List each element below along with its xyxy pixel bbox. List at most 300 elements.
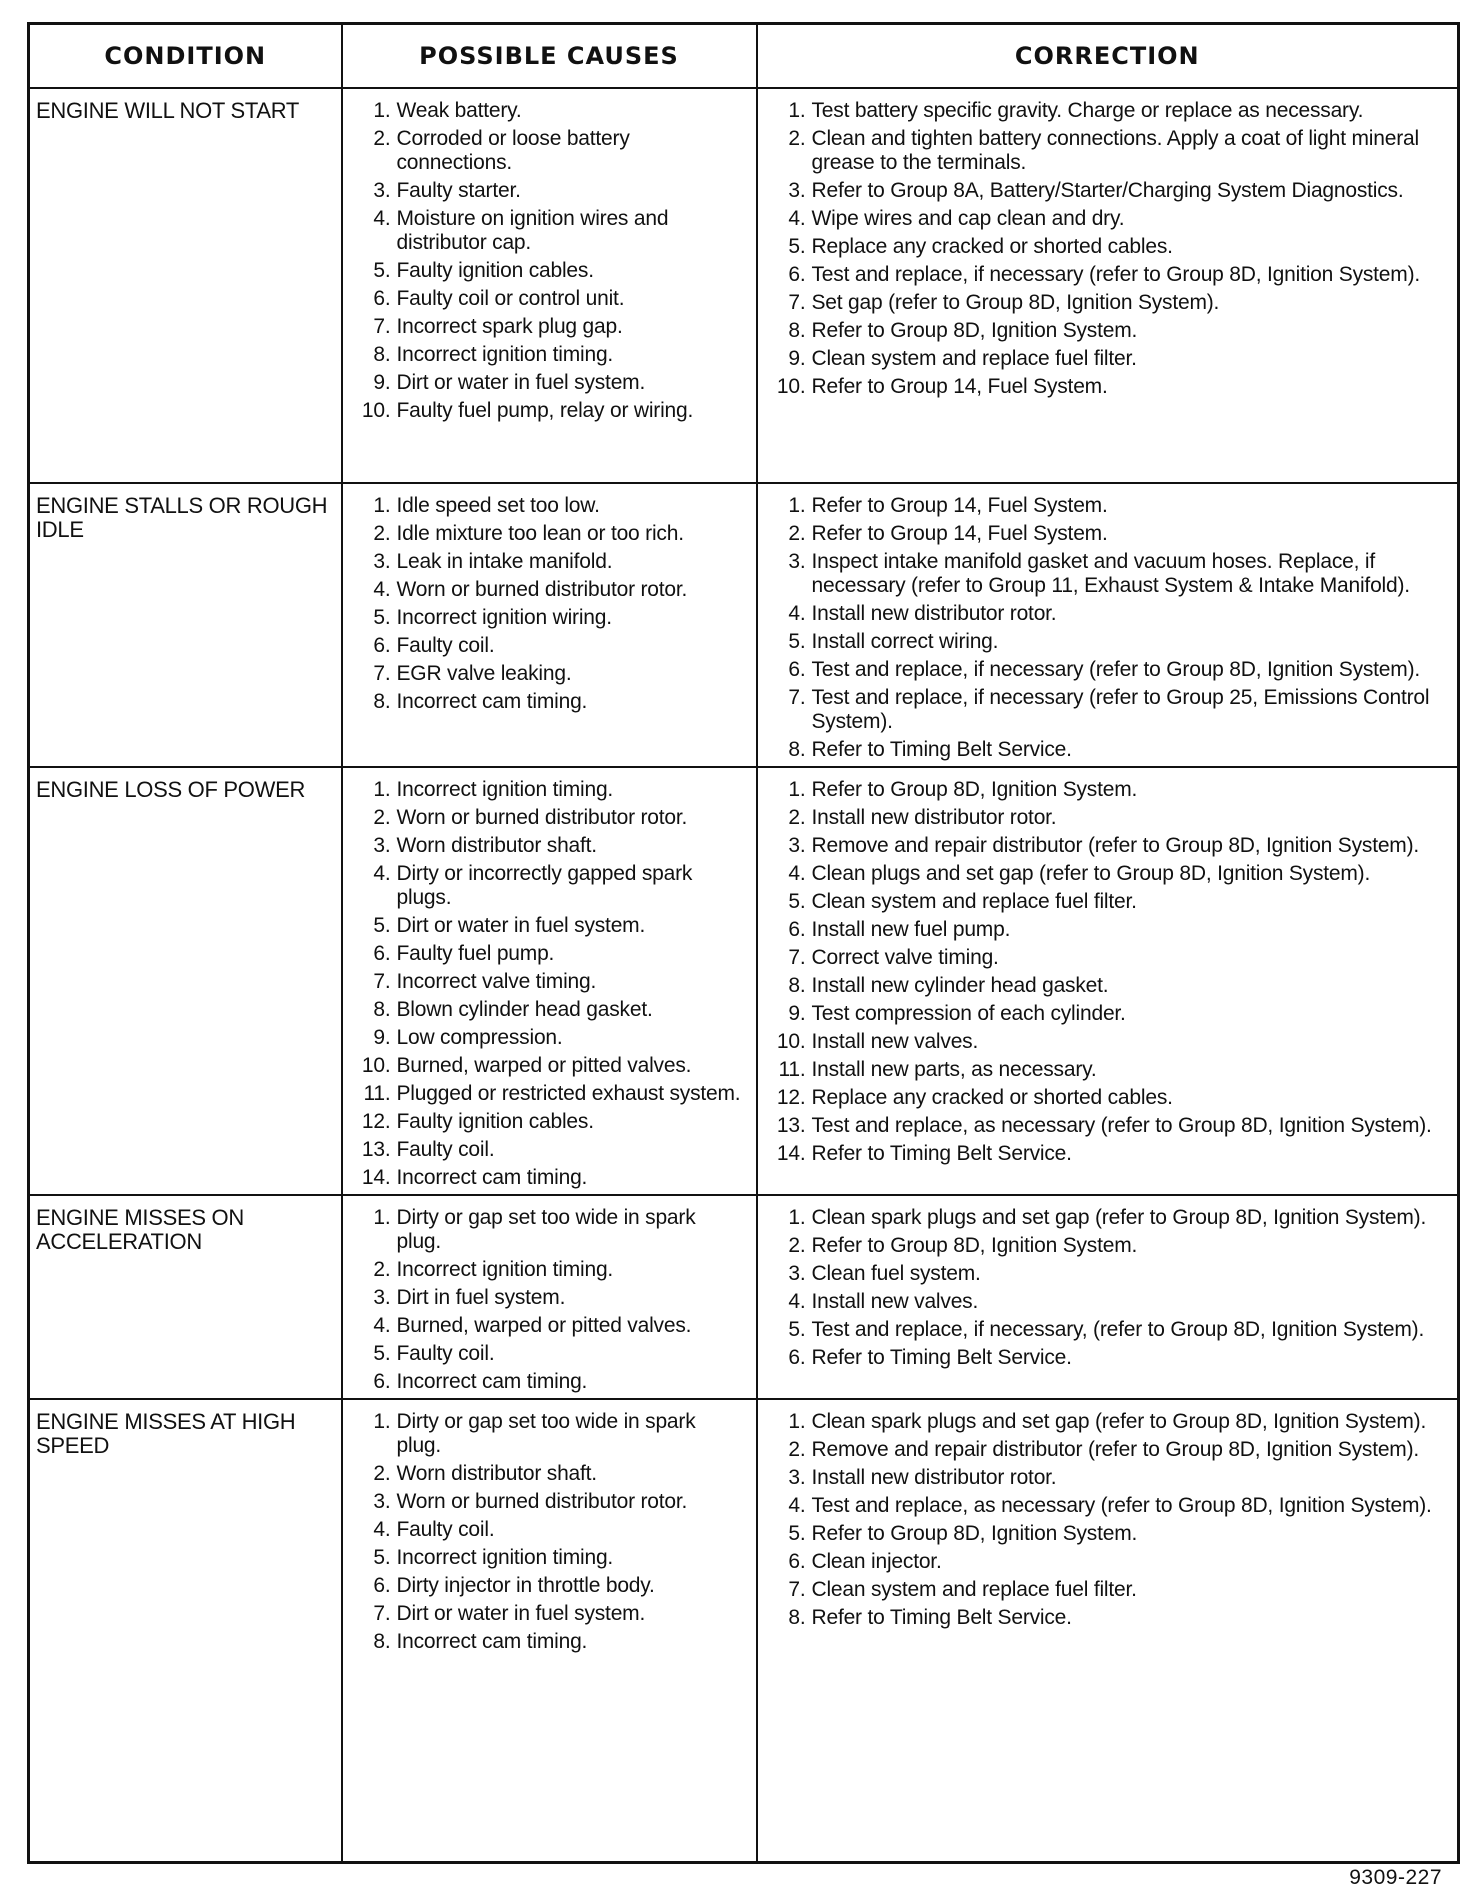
item-text: Test and replace, if necessary, (refer to Group 8D, Ignition System). (811, 1318, 1425, 1341)
list-item (353, 1574, 746, 1598)
item-text: Incorrect ignition timing. (396, 343, 614, 366)
list-item (768, 974, 1448, 998)
item-number: 3. (373, 1286, 391, 1309)
item-text: Clean system and replace fuel filter. (811, 890, 1137, 913)
item-number: 5. (788, 1522, 806, 1545)
item-number: 9. (788, 347, 806, 370)
item-text: Faulty fuel pump, relay or wiring. (396, 399, 694, 422)
causes-cell (342, 88, 757, 483)
item-text: Dirt or water in fuel system. (396, 914, 646, 937)
list-item (353, 942, 746, 966)
item-number: 4. (788, 207, 806, 230)
item-text: Refer to Group 8D, Ignition System. (811, 1234, 1138, 1257)
item-text: Install new valves. (811, 1290, 979, 1313)
condition-cell: ENGINE STALLS OR ROUGH IDLE (29, 483, 342, 767)
list-item (353, 127, 746, 175)
item-text: Incorrect spark plug gap. (396, 315, 623, 338)
item-text: Dirty or gap set too wide in spark plug. (396, 1410, 696, 1457)
item-number: 3. (373, 834, 391, 857)
corrections-list (768, 1206, 1448, 1370)
item-text: Remove and repair distributor (refer to Group 8D, Ignition System). (811, 1438, 1420, 1461)
item-text: Clean fuel system. (811, 1262, 981, 1285)
list-item (768, 375, 1448, 399)
list-item (353, 399, 746, 423)
item-number: 5. (788, 630, 806, 653)
corrections-cell (757, 767, 1459, 1195)
item-number: 9. (373, 371, 391, 394)
item-number: 8. (373, 343, 391, 366)
list-item (353, 1054, 746, 1078)
list-item (768, 806, 1448, 830)
causes-list (353, 494, 746, 714)
item-text: Install new cylinder head gasket. (811, 974, 1109, 997)
item-number: 5. (373, 606, 391, 629)
list-item (768, 686, 1448, 734)
item-text: Install new parts, as necessary. (811, 1058, 1097, 1081)
item-text: Faulty coil. (396, 634, 495, 657)
item-text: Install new distributor rotor. (811, 602, 1057, 625)
item-text: Install correct wiring. (811, 630, 999, 653)
list-item (353, 998, 746, 1022)
figure-number: 9309-227 (1349, 1866, 1442, 1889)
list-item (353, 1026, 746, 1050)
item-text: Test and replace, as necessary (refer to Group 8D, Ignition System). (811, 1494, 1432, 1517)
item-text: Install new fuel pump. (811, 918, 1011, 941)
item-number: 7. (373, 1602, 391, 1625)
item-text: Faulty fuel pump. (396, 942, 555, 965)
item-text: Test and replace, if necessary (refer to Group 8D, Ignition System). (811, 658, 1421, 681)
list-item (768, 1522, 1448, 1546)
item-text: Dirty or gap set too wide in spark plug. (396, 1206, 696, 1253)
list-item (353, 315, 746, 339)
item-text: Test and replace, as necessary (refer to Group 8D, Ignition System). (811, 1114, 1432, 1137)
item-text: Blown cylinder head gasket. (396, 998, 653, 1021)
item-text: Dirt or water in fuel system. (396, 371, 646, 394)
causes-cell (342, 767, 757, 1195)
list-item (768, 347, 1448, 371)
table-body (29, 88, 1459, 1863)
list-item (353, 862, 746, 910)
causes-list (353, 99, 746, 423)
item-text: Correct valve timing. (811, 946, 999, 969)
list-item (768, 918, 1448, 942)
item-text: Corroded or loose battery connections. (396, 127, 630, 174)
table-row (29, 1399, 1459, 1863)
list-item (768, 494, 1448, 518)
item-number: 4. (788, 1494, 806, 1517)
item-number: 4. (373, 1518, 391, 1541)
list-item (768, 1262, 1448, 1286)
item-number: 3. (788, 1262, 806, 1285)
item-number: 12. (776, 1086, 806, 1109)
list-item (768, 658, 1448, 682)
item-text: Burned, warped or pitted valves. (396, 1054, 692, 1077)
list-item (353, 1342, 746, 1366)
item-number: 3. (788, 1466, 806, 1489)
list-item (768, 862, 1448, 886)
item-number: 1. (788, 1410, 806, 1433)
list-item (353, 207, 746, 255)
item-number: 3. (373, 550, 391, 573)
diagnosis-sheet (27, 22, 1460, 1864)
header-possible-causes: POSSIBLE CAUSES (342, 24, 757, 89)
item-number: 10. (776, 1030, 806, 1053)
item-text: Faulty ignition cables. (396, 1110, 594, 1133)
list-item (768, 319, 1448, 343)
item-number: 6. (788, 1346, 806, 1369)
item-number: 8. (788, 738, 806, 761)
item-text: Clean and tighten battery connections. Apply a coat of light mineral grease to the terminals. (811, 127, 1419, 174)
item-number: 2. (788, 806, 806, 829)
item-number: 11. (778, 1058, 806, 1081)
item-number: 7. (373, 315, 391, 338)
item-number: 3. (788, 179, 806, 202)
list-item (768, 179, 1448, 203)
list-item (353, 970, 746, 994)
item-text: Refer to Group 8D, Ignition System. (811, 1522, 1138, 1545)
item-number: 7. (373, 662, 391, 685)
item-text: Clean spark plugs and set gap (refer to Group 8D, Ignition System). (811, 1410, 1427, 1433)
item-text: Incorrect valve timing. (396, 970, 597, 993)
causes-cell (342, 1399, 757, 1863)
table-row (29, 88, 1459, 483)
item-number: 2. (788, 127, 806, 150)
list-item (353, 371, 746, 395)
item-number: 6. (373, 287, 391, 310)
item-text: EGR valve leaking. (396, 662, 572, 685)
item-number: 8. (788, 974, 806, 997)
item-number: 6. (373, 1574, 391, 1597)
list-item (768, 630, 1448, 654)
item-number: 6. (788, 658, 806, 681)
list-item (768, 207, 1448, 231)
item-number: 1. (373, 1206, 391, 1229)
list-item (353, 662, 746, 686)
list-item (768, 1058, 1448, 1082)
item-text: Worn or burned distributor rotor. (396, 578, 688, 601)
list-item (353, 1602, 746, 1626)
item-text: Worn or burned distributor rotor. (396, 806, 688, 829)
item-text: Install new distributor rotor. (811, 806, 1057, 829)
list-item (768, 1234, 1448, 1258)
list-item (768, 946, 1448, 970)
item-number: 1. (373, 99, 391, 122)
list-item (768, 1142, 1448, 1166)
item-number: 9. (373, 1026, 391, 1049)
list-item (768, 890, 1448, 914)
item-number: 7. (788, 291, 806, 314)
causes-cell (342, 1195, 757, 1399)
item-text: Incorrect ignition timing. (396, 1258, 614, 1281)
item-text: Refer to Group 8D, Ignition System. (811, 778, 1138, 801)
item-number: 11. (363, 1082, 391, 1105)
list-item (353, 343, 746, 367)
item-text: Faulty coil. (396, 1138, 495, 1161)
item-number: 13. (776, 1114, 806, 1137)
list-item (353, 179, 746, 203)
item-text: Idle speed set too low. (396, 494, 600, 517)
list-item (353, 1410, 746, 1458)
item-text: Clean system and replace fuel filter. (811, 1578, 1137, 1601)
item-number: 7. (788, 686, 806, 709)
list-item (768, 1550, 1448, 1574)
diagnosis-table (27, 22, 1460, 1864)
item-text: Worn distributor shaft. (396, 1462, 597, 1485)
list-item (768, 291, 1448, 315)
list-item (353, 1314, 746, 1338)
list-item (768, 1318, 1448, 1342)
item-text: Test compression of each cylinder. (811, 1002, 1126, 1025)
list-item (768, 1346, 1448, 1370)
list-item (353, 1206, 746, 1254)
item-text: Worn distributor shaft. (396, 834, 597, 857)
item-number: 4. (373, 207, 391, 230)
item-number: 8. (373, 690, 391, 713)
item-number: 8. (788, 319, 806, 342)
item-text: Refer to Group 8D, Ignition System. (811, 319, 1138, 342)
list-item (353, 606, 746, 630)
item-number: 2. (373, 1462, 391, 1485)
list-item (768, 778, 1448, 802)
list-item (353, 834, 746, 858)
item-text: Idle mixture too lean or too rich. (396, 522, 684, 545)
list-item (768, 127, 1448, 175)
item-number: 3. (373, 1490, 391, 1513)
table-row (29, 767, 1459, 1195)
item-text: Wipe wires and cap clean and dry. (811, 207, 1125, 230)
item-text: Faulty starter. (396, 179, 521, 202)
list-item (768, 1002, 1448, 1026)
list-item (353, 690, 746, 714)
item-number: 4. (373, 1314, 391, 1337)
condition-cell: ENGINE WILL NOT START (29, 88, 342, 483)
header-correction: CORRECTION (757, 24, 1459, 89)
list-item (353, 1138, 746, 1162)
item-number: 5. (373, 1342, 391, 1365)
item-number: 2. (788, 1234, 806, 1257)
item-text: Refer to Timing Belt Service. (811, 1142, 1072, 1165)
item-text: Refer to Timing Belt Service. (811, 1606, 1072, 1629)
item-text: Inspect intake manifold gasket and vacuum hoses. Replace, if necessary (refer to Group 11, Exhaust System & Intake Manifold). (811, 550, 1410, 597)
item-text: Remove and repair distributor (refer to Group 8D, Ignition System). (811, 834, 1420, 857)
item-number: 14. (776, 1142, 806, 1165)
list-item (768, 522, 1448, 546)
list-item (353, 634, 746, 658)
item-text: Incorrect ignition timing. (396, 1546, 614, 1569)
list-item (768, 1114, 1448, 1138)
item-number: 4. (788, 862, 806, 885)
item-text: Faulty ignition cables. (396, 259, 594, 282)
item-number: 5. (373, 259, 391, 282)
item-number: 1. (788, 494, 806, 517)
item-text: Refer to Group 14, Fuel System. (811, 494, 1108, 517)
list-item (768, 1206, 1448, 1230)
item-text: Refer to Group 8A, Battery/Starter/Charging System Diagnostics. (811, 179, 1404, 202)
list-item (353, 778, 746, 802)
item-number: 6. (788, 263, 806, 286)
list-item (353, 1370, 746, 1394)
list-item (353, 287, 746, 311)
corrections-list (768, 1410, 1448, 1630)
item-number: 6. (788, 918, 806, 941)
list-item (353, 914, 746, 938)
item-number: 8. (373, 1630, 391, 1653)
item-number: 6. (373, 942, 391, 965)
item-text: Dirty or incorrectly gapped spark plugs. (396, 862, 693, 909)
item-number: 5. (373, 1546, 391, 1569)
item-number: 8. (373, 998, 391, 1021)
corrections-list (768, 99, 1448, 399)
list-item (768, 834, 1448, 858)
item-number: 2. (373, 522, 391, 545)
list-item (768, 1030, 1448, 1054)
item-text: Set gap (refer to Group 8D, Ignition System). (811, 291, 1220, 314)
item-text: Refer to Group 14, Fuel System. (811, 375, 1108, 398)
item-text: Test battery specific gravity. Charge or replace as necessary. (811, 99, 1364, 122)
item-text: Refer to Group 14, Fuel System. (811, 522, 1108, 545)
item-text: Dirty injector in throttle body. (396, 1574, 655, 1597)
list-item (768, 1438, 1448, 1462)
item-text: Faulty coil. (396, 1342, 495, 1365)
item-number: 4. (788, 602, 806, 625)
item-number: 6. (373, 1370, 391, 1393)
item-number: 5. (373, 914, 391, 937)
item-number: 14. (361, 1166, 391, 1189)
item-number: 2. (788, 1438, 806, 1461)
item-number: 12. (361, 1110, 391, 1133)
item-number: 6. (788, 1550, 806, 1573)
causes-list (353, 778, 746, 1190)
item-number: 1. (788, 1206, 806, 1229)
item-text: Refer to Timing Belt Service. (811, 738, 1072, 761)
item-number: 3. (373, 179, 391, 202)
list-item (768, 1466, 1448, 1490)
item-number: 3. (788, 550, 806, 573)
list-item (353, 550, 746, 574)
list-item (353, 1258, 746, 1282)
list-item (768, 602, 1448, 626)
table-row (29, 483, 1459, 767)
item-text: Moisture on ignition wires and distributor cap. (396, 207, 669, 254)
list-item (353, 494, 746, 518)
item-text: Weak battery. (396, 99, 522, 122)
item-number: 7. (373, 970, 391, 993)
item-number: 4. (373, 578, 391, 601)
item-text: Clean plugs and set gap (refer to Group 8D, Ignition System). (811, 862, 1371, 885)
item-text: Incorrect cam timing. (396, 1630, 588, 1653)
list-item (768, 235, 1448, 259)
item-number: 5. (788, 1318, 806, 1341)
list-item (353, 1462, 746, 1486)
item-text: Plugged or restricted exhaust system. (396, 1082, 741, 1105)
list-item (768, 1410, 1448, 1434)
item-text: Incorrect cam timing. (396, 1166, 588, 1189)
list-item (768, 1086, 1448, 1110)
item-number: 8. (788, 1606, 806, 1629)
list-item (353, 522, 746, 546)
corrections-cell (757, 1399, 1459, 1863)
list-item (353, 1286, 746, 1310)
item-text: Faulty coil or control unit. (396, 287, 625, 310)
item-text: Incorrect cam timing. (396, 690, 588, 713)
item-number: 10. (776, 375, 806, 398)
item-number: 4. (373, 862, 391, 885)
condition-cell: ENGINE MISSES AT HIGH SPEED (29, 1399, 342, 1863)
item-number: 10. (361, 399, 391, 422)
corrections-list (768, 494, 1448, 762)
item-number: 5. (788, 890, 806, 913)
list-item (768, 738, 1448, 762)
table-row (29, 1195, 1459, 1399)
list-item (768, 263, 1448, 287)
item-number: 2. (373, 806, 391, 829)
item-number: 1. (373, 778, 391, 801)
list-item (768, 1578, 1448, 1602)
item-text: Test and replace, if necessary (refer to Group 25, Emissions Control System). (811, 686, 1430, 733)
item-text: Incorrect cam timing. (396, 1370, 588, 1393)
list-item (768, 99, 1448, 123)
item-number: 9. (788, 1002, 806, 1025)
corrections-cell (757, 483, 1459, 767)
item-number: 2. (788, 522, 806, 545)
item-number: 1. (373, 1410, 391, 1433)
item-number: 2. (373, 1258, 391, 1281)
condition-cell: ENGINE MISSES ON ACCELERATION (29, 1195, 342, 1399)
item-text: Clean spark plugs and set gap (refer to Group 8D, Ignition System). (811, 1206, 1427, 1229)
item-number: 1. (788, 99, 806, 122)
causes-cell (342, 483, 757, 767)
item-text: Install new distributor rotor. (811, 1466, 1057, 1489)
item-text: Replace any cracked or shorted cables. (811, 235, 1173, 258)
condition-cell: ENGINE LOSS OF POWER (29, 767, 342, 1195)
item-number: 1. (373, 494, 391, 517)
list-item (353, 1166, 746, 1190)
header-condition: CONDITION (29, 24, 342, 89)
item-text: Worn or burned distributor rotor. (396, 1490, 688, 1513)
list-item (353, 806, 746, 830)
causes-list (353, 1410, 746, 1654)
list-item (768, 1494, 1448, 1518)
list-item (768, 550, 1448, 598)
item-number: 13. (361, 1138, 391, 1161)
item-text: Test and replace, if necessary (refer to Group 8D, Ignition System). (811, 263, 1421, 286)
list-item (768, 1290, 1448, 1314)
item-number: 5. (788, 235, 806, 258)
list-item (353, 578, 746, 602)
item-text: Incorrect ignition wiring. (396, 606, 612, 629)
list-item (353, 1630, 746, 1654)
item-number: 7. (788, 946, 806, 969)
item-text: Leak in intake manifold. (396, 550, 613, 573)
corrections-cell (757, 88, 1459, 483)
causes-list (353, 1206, 746, 1394)
item-number: 2. (373, 127, 391, 150)
table-header (29, 24, 1459, 89)
item-number: 1. (788, 778, 806, 801)
list-item (353, 259, 746, 283)
item-number: 3. (788, 834, 806, 857)
list-item (353, 1546, 746, 1570)
item-text: Incorrect ignition timing. (396, 778, 614, 801)
list-item (353, 1518, 746, 1542)
item-text: Dirt in fuel system. (396, 1286, 566, 1309)
list-item (353, 1082, 746, 1106)
item-number: 4. (788, 1290, 806, 1313)
item-number: 7. (788, 1578, 806, 1601)
item-text: Faulty coil. (396, 1518, 495, 1541)
corrections-cell (757, 1195, 1459, 1399)
item-text: Replace any cracked or shorted cables. (811, 1086, 1173, 1109)
